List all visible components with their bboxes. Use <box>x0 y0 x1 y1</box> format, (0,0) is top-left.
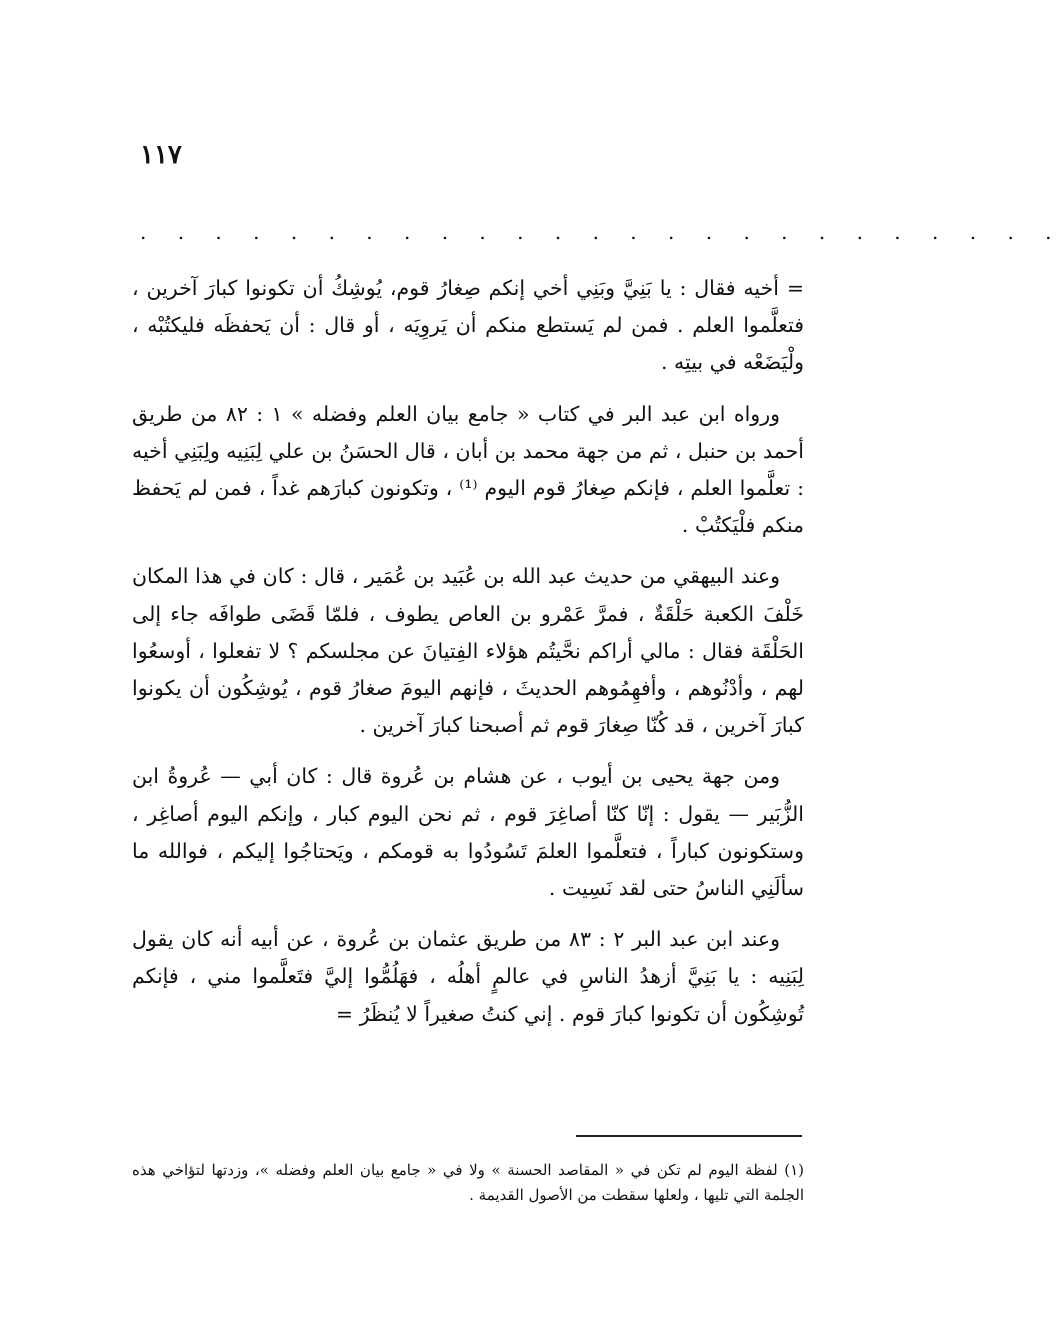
dotted-separator: . . . . . . . . . . . . . . . . . . . . . . . . . <box>140 220 1064 244</box>
paragraph-continuation: = أخيه فقال : يا بَنِيَّ وبَنِي أخي إنكم صِغارُ قوم، يُوشِكُ أن تكونوا كبارَ آخرين ، فتعلَّموا العلم . فمن لم يَستطع منكم أن يَروِيَه ، أو قال : أن يَحفظَه فليكتُبْه ، ولْيَضَعْه في بيتِه . <box>132 276 804 375</box>
paragraph-bayhaqi: وعند البيهقي من حديث عبد الله بن عُبَيد بن عُمَير ، قال : كان في هذا المكان خَلْفَ الكعبة حَلْقَةٌ ، فمرَّ عَمْرو بن العاص يطوف ، فلمّا قَضَى طوافَه جاء إلى الحَلْقَة فقال : مالي أراكم نحَّيتُم هؤلاء الفِتيانَ عن مجلسكم ؟ لا تفعلوا ، أوسعُوا لهم ، وأدْنُوهم ، وأفهِمُوهم الحديثَ ، فإنهم اليومَ صغارُ قوم ، يُوشِكُون أن يكونوا كبارَ آخرين ، قد كُنّا صِغارَ قوم ثم أصبحنا كبارَ آخرين . <box>132 564 804 738</box>
paragraph-uthman-ibn-urwa: وعند ابن عبد البر ٢ : ٨٣ من طريق عثمان بن عُروة ، عن أبيه أنه كان يقول لِبَنِيه : يا بَنِيَّ أزهدُ الناسِ في عالمٍ أهلُه ، فهَلُمُّوا إليَّ فتَعلَّموا مني ، فإنكم تُوشِكُون أن تكونوا كبارَ قوم . إني كنتُ صغيراً لا يُنظَرُ = <box>132 927 804 1026</box>
page-number: ١١٧ <box>140 140 182 170</box>
paragraph-yahya-ibn-ayyub: ومن جهة يحيى بن أيوب ، عن هشام بن عُروة قال : كان أبي — عُروةُ ابن الزُّبَير — يقول : إنّا كنّا أصاغِرَ قوم ، ثم نحن اليوم كبار ، وإنكم اليوم أصاغِر ، وستكونون كباراً ، فتعلَّموا العلمَ تَسُودُوا به قومكم ، ويَحتاجُوا إليكم ، فوالله ما سألَنِي الناسُ حتى لقد نَسِيت . <box>132 764 804 901</box>
paragraph-ibn-abd-al-barr: ورواه ابن عبد البر في كتاب « جامع بيان العلم وفضله » ١ : ٨٢ من طريق أحمد بن حنبل ، ثم من جهة محمد بن أبان ، قال الحسَنُ بن علي لِبَنِيه ولِبَنِي أخيه : تعلَّموا العلم ، فإنكم صِغارُ قوم اليوم ⁽¹⁾ ، وتكونون كبارَهم غداً ، فمن لم يَحفظ منكم فلْيَكتُبْ . <box>132 401 804 538</box>
footnote-1: (١) لفظة اليوم لم تكن في « المقاصد الحسنة » ولا في « جامع بيان العلم وفضله »، وزدتها لتؤاخي هذه الجلمة التي تليها ، ولعلها سقطت من الأصول القديمة . <box>132 1161 804 1204</box>
footnote-separator <box>576 1135 802 1137</box>
footnotes <box>132 1158 804 1208</box>
main-text <box>132 270 804 1047</box>
